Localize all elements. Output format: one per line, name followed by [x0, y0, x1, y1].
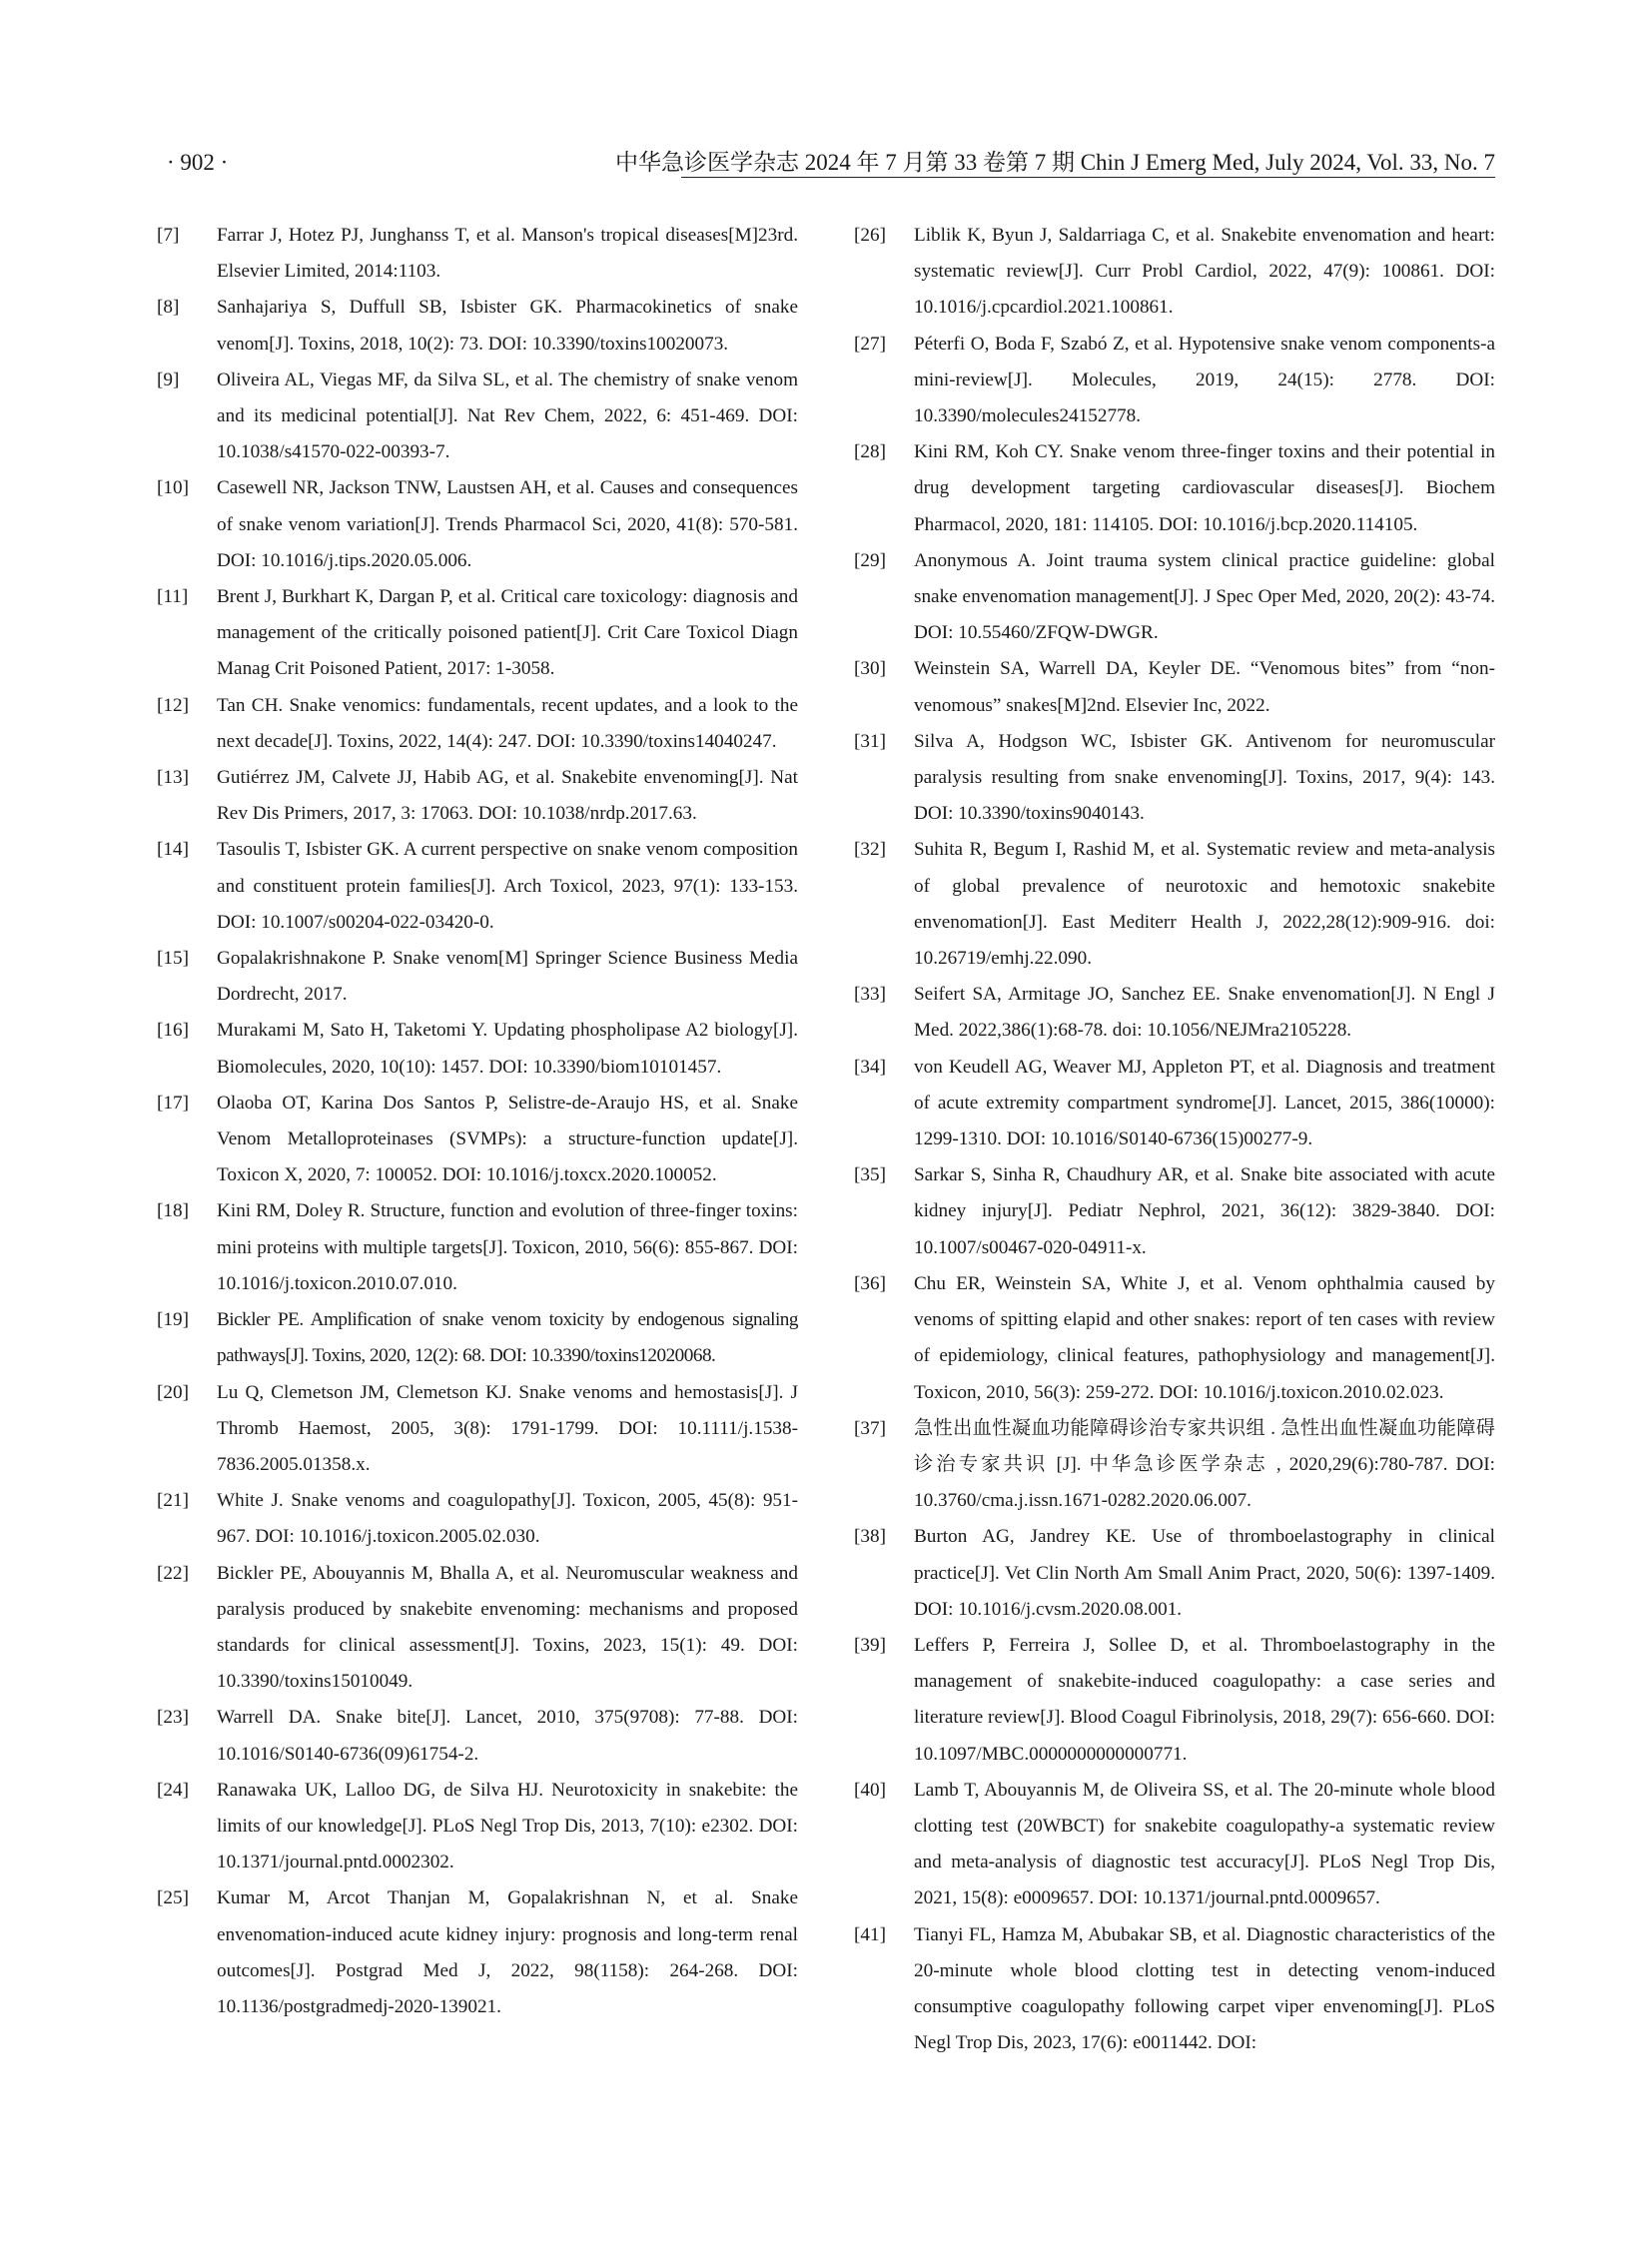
reference-26	[854, 218, 1495, 327]
reference-text: Tasoulis T, Isbister GK. A current perspective on snake venom composition and constituent protein families[J]. Arch Toxicol, 2023, 97(1): 133-153. DOI: 10.1007/s00204-022-03420-0.	[217, 839, 798, 933]
reference-number: [22]	[157, 1562, 189, 1584]
reference-29	[854, 543, 1495, 652]
reference-text: Tianyi FL, Hamza M, Abubakar SB, et al. Diagnostic characteristics of the 20-minute whole blood clotting test in detecting venom-induced consumptive coagulopathy following carpet viper envenoming[J]. PLoS Negl Trop Dis, 2023, 17(6): e0011442. DOI:	[914, 1923, 1495, 2054]
reference-16	[157, 1013, 798, 1085]
reference-number: [14]	[157, 839, 189, 861]
reference-text: Péterfi O, Boda F, Szabó Z, et al. Hypotensive snake venom components-a mini-review[J]. Molecules, 2019, 24(15): 2778. DOI: 10.3390/molecules24152778.	[914, 333, 1495, 427]
reference-number: [37]	[854, 1417, 886, 1439]
reference-text: Kumar M, Arcot Thanjan M, Gopalakrishnan N, et al. Snake envenomation-induced acute kidney injury: prognosis and long-term renal outcomes[J]. Postgrad Med J, 2022, 98(1158): 264-268. DOI: 10.1136/postgradmedj-2020-139021.	[217, 1887, 798, 2017]
reference-20	[157, 1375, 798, 1484]
reference-28	[854, 434, 1495, 543]
reference-text: Oliveira AL, Viegas MF, da Silva SL, et al. The chemistry of snake venom and its medicinal potential[J]. Nat Rev Chem, 2022, 6: 451-469. DOI: 10.1038/s41570-022-00393-7.	[217, 369, 798, 463]
reference-number: [15]	[157, 948, 189, 970]
reference-number: [13]	[157, 767, 189, 789]
header-rule	[681, 177, 1495, 178]
reference-number: [24]	[157, 1779, 189, 1801]
reference-number: [18]	[157, 1200, 189, 1222]
reference-22	[157, 1556, 798, 1701]
reference-36	[854, 1266, 1495, 1411]
reference-text: Brent J, Burkhart K, Dargan P, et al. Critical care toxicology: diagnosis and management of the critically poisoned patient[J]. Crit Care Toxicol Diagn Manag Crit Poisoned Patient, 2017: 1-3058.	[217, 586, 798, 680]
reference-text: Anonymous A. Joint trauma system clinical practice guideline: global snake envenomation management[J]. J Spec Oper Med, 2020, 20(2): 43-74. DOI: 10.55460/ZFQW-DWGR.	[914, 549, 1495, 644]
reference-number: [10]	[157, 477, 189, 499]
reference-text: Suhita R, Begum I, Rashid M, et al. Systematic review and meta-analysis of global prevalence of neurotoxic and hemotoxic snakebite envenomation[J]. East Mediterr Health J, 2022,28(12):909-916. doi: 10.26719/emhj.22.090.	[914, 839, 1495, 970]
reference-number: [19]	[157, 1309, 189, 1331]
reference-number: [33]	[854, 984, 886, 1006]
reference-11	[157, 579, 798, 688]
reference-number: [23]	[157, 1707, 189, 1729]
reference-14	[157, 832, 798, 941]
reference-18	[157, 1193, 798, 1302]
reference-text: Gopalakrishnakone P. Snake venom[M] Springer Science Business Media Dordrecht, 2017.	[217, 948, 798, 1006]
reference-text: Ranawaka UK, Lalloo DG, de Silva HJ. Neurotoxicity in snakebite: the limits of our knowledge[J]. PLoS Negl Trop Dis, 2013, 7(10): e2302. DOI: 10.1371/journal.pntd.0002302.	[217, 1779, 798, 1873]
reference-37	[854, 1411, 1495, 1520]
reference-number: [16]	[157, 1020, 189, 1042]
reference-text: Warrell DA. Snake bite[J]. Lancet, 2010, 375(9708): 77-88. DOI: 10.1016/S0140-6736(09)61754-2.	[217, 1707, 798, 1765]
reference-number: [39]	[854, 1634, 886, 1656]
reference-number: [38]	[854, 1526, 886, 1548]
reference-31	[854, 724, 1495, 833]
page-number: · 902 ·	[167, 150, 229, 175]
reference-text: Bickler PE. Amplification of snake venom toxicity by endogenous signaling pathways[J]. Toxins, 2020, 12(2): 68. DOI: 10.3390/toxins12020068.	[217, 1309, 798, 1367]
reference-text: Chu ER, Weinstein SA, White J, et al. Venom ophthalmia caused by venoms of spitting elapid and other snakes: report of ten cases with review of epidemiology, clinical features, pathophysiology and management[J]. Toxicon, 2010, 56(3): 259-272. DOI: 10.1016/j.toxicon.2010.02.023.	[914, 1272, 1495, 1403]
reference-number: [31]	[854, 730, 886, 752]
reference-text: von Keudell AG, Weaver MJ, Appleton PT, et al. Diagnosis and treatment of acute extremity compartment syndrome[J]. Lancet, 2015, 386(10000): 1299-1310. DOI: 10.1016/S0140-6736(15)00277-9.	[914, 1056, 1495, 1150]
reference-text: Farrar J, Hotez PJ, Junghanss T, et al. Manson's tropical diseases[M]23rd. Elsevier Limited, 2014:1103.	[217, 225, 798, 283]
reference-number: [17]	[157, 1092, 189, 1114]
reference-text: Murakami M, Sato H, Taketomi Y. Updating phospholipase A2 biology[J]. Biomolecules, 2020, 10(10): 1457. DOI: 10.3390/biom10101457.	[217, 1020, 798, 1078]
reference-35	[854, 1157, 1495, 1266]
reference-number: [27]	[854, 333, 886, 355]
reference-text: White J. Snake venoms and coagulopathy[J]. Toxicon, 2005, 45(8): 951-967. DOI: 10.1016/j.toxicon.2005.02.030.	[217, 1490, 798, 1548]
reference-number: [11]	[157, 586, 189, 608]
reference-text: Seifert SA, Armitage JO, Sanchez EE. Snake envenomation[J]. N Engl J Med. 2022,386(1):68-78. doi: 10.1056/NEJMra2105228.	[914, 984, 1495, 1042]
reference-number: [30]	[854, 658, 886, 680]
reference-text: Olaoba OT, Karina Dos Santos P, Selistre-de-Araujo HS, et al. Snake Venom Metalloproteinases (SVMPs): a structure-function update[J]. Toxicon X, 2020, 7: 100052. DOI: 10.1016/j.toxcx.2020.100052.	[217, 1092, 798, 1186]
reference-39	[854, 1628, 1495, 1773]
reference-text: Kini RM, Doley R. Structure, function and evolution of three-finger toxins: mini proteins with multiple targets[J]. Toxicon, 2010, 56(6): 855-867. DOI: 10.1016/j.toxicon.2010.07.010.	[217, 1200, 798, 1294]
reference-number: [41]	[854, 1923, 886, 1945]
reference-8	[157, 290, 798, 362]
reference-38	[854, 1519, 1495, 1628]
reference-text: 急性出血性凝血功能障碍诊治专家共识组 . 急性出血性凝血功能障碍诊治专家共识 [J]. 中华急诊医学杂志 , 2020,29(6):780-787. DOI: 10.3760/cma.j.issn.1671-0282.2020.06.007.	[914, 1417, 1495, 1512]
reference-7	[157, 218, 798, 290]
reference-text: Lu Q, Clemetson JM, Clemetson KJ. Snake venoms and hemostasis[J]. J Thromb Haemost, 2005, 3(8): 1791-1799. DOI: 10.1111/j.1538-7836.2005.01358.x.	[217, 1381, 798, 1475]
references-column-right	[854, 218, 1495, 2061]
reference-9	[157, 363, 798, 471]
reference-number: [28]	[854, 441, 886, 463]
reference-text: Silva A, Hodgson WC, Isbister GK. Antivenom for neuromuscular paralysis resulting from snake envenoming[J]. Toxins, 2017, 9(4): 143. DOI: 10.3390/toxins9040143.	[914, 730, 1495, 825]
reference-17	[157, 1086, 798, 1194]
reference-text: Sarkar S, Sinha R, Chaudhury AR, et al. Snake bite associated with acute kidney injury[J]. Pediatr Nephrol, 2021, 36(12): 3829-3840. DOI: 10.1007/s00467-020-04911-x.	[914, 1164, 1495, 1258]
reference-15	[157, 941, 798, 1013]
reference-19	[157, 1302, 798, 1374]
reference-number: [36]	[854, 1272, 886, 1294]
reference-25	[157, 1880, 798, 2025]
reference-30	[854, 651, 1495, 723]
reference-number: [29]	[854, 549, 886, 571]
reference-text: Leffers P, Ferreira J, Sollee D, et al. Thromboelastography in the management of snakebite-induced coagulopathy: a case series and literature review[J]. Blood Coagul Fibrinolysis, 2018, 29(7): 656-660. DOI: 10.1097/MBC.0000000000000771.	[914, 1634, 1495, 1765]
reference-32	[854, 832, 1495, 977]
reference-number: [20]	[157, 1381, 189, 1403]
reference-number: [26]	[854, 225, 886, 246]
reference-text: Casewell NR, Jackson TNW, Laustsen AH, et al. Causes and consequences of snake venom variation[J]. Trends Pharmacol Sci, 2020, 41(8): 570-581. DOI: 10.1016/j.tips.2020.05.006.	[217, 477, 798, 571]
reference-text: Weinstein SA, Warrell DA, Keyler DE. “Venomous bites” from “non-venomous” snakes[M]2nd. Elsevier Inc, 2022.	[914, 658, 1495, 716]
reference-40	[854, 1773, 1495, 1917]
reference-number: [7]	[157, 225, 180, 246]
reference-24	[157, 1773, 798, 1881]
reference-text: Tan CH. Snake venomics: fundamentals, recent updates, and a look to the next decade[J]. Toxins, 2022, 14(4): 247. DOI: 10.3390/toxins14040247.	[217, 694, 798, 752]
journal-running-title: 中华急诊医学杂志 2024 年 7 月第 33 卷第 7 期 Chin J Emerg Med, July 2024, Vol. 33, No. 7	[614, 150, 1495, 175]
reference-23	[157, 1700, 798, 1772]
references-column-left	[157, 218, 798, 2025]
reference-text: Liblik K, Byun J, Saldarriaga C, et al. Snakebite envenomation and heart: systematic review[J]. Curr Probl Cardiol, 2022, 47(9): 100861. DOI: 10.1016/j.cpcardiol.2021.100861.	[914, 225, 1495, 319]
page-header	[157, 146, 1495, 180]
reference-text: Sanhajariya S, Duffull SB, Isbister GK. Pharmacokinetics of snake venom[J]. Toxins, 2018, 10(2): 73. DOI: 10.3390/toxins10020073.	[217, 297, 798, 355]
reference-text: Burton AG, Jandrey KE. Use of thromboelastography in clinical practice[J]. Vet Clin North Am Small Anim Pract, 2020, 50(6): 1397-1409. DOI: 10.1016/j.cvsm.2020.08.001.	[914, 1526, 1495, 1620]
reference-34	[854, 1050, 1495, 1158]
reference-text: Bickler PE, Abouyannis M, Bhalla A, et al. Neuromuscular weakness and paralysis produced by snakebite envenoming: mechanisms and proposed standards for clinical assessment[J]. Toxins, 2023, 15(1): 49. DOI: 10.3390/toxins15010049.	[217, 1562, 798, 1693]
reference-number: [25]	[157, 1887, 189, 1909]
reference-number: [40]	[854, 1779, 886, 1801]
reference-number: [32]	[854, 839, 886, 861]
reference-number: [8]	[157, 297, 180, 319]
reference-33	[854, 977, 1495, 1049]
reference-21	[157, 1483, 798, 1555]
reference-12	[157, 688, 798, 760]
reference-number: [12]	[157, 694, 189, 716]
reference-number: [21]	[157, 1490, 189, 1512]
reference-41	[854, 1917, 1495, 2062]
reference-13	[157, 760, 798, 832]
reference-number: [9]	[157, 369, 180, 390]
reference-number: [35]	[854, 1164, 886, 1186]
reference-number: [34]	[854, 1056, 886, 1078]
reference-27	[854, 327, 1495, 435]
reference-10	[157, 470, 798, 579]
reference-text: Gutiérrez JM, Calvete JJ, Habib AG, et al. Snakebite envenoming[J]. Nat Rev Dis Primers, 2017, 3: 17063. DOI: 10.1038/nrdp.2017.63.	[217, 767, 798, 825]
reference-text: Lamb T, Abouyannis M, de Oliveira SS, et al. The 20-minute whole blood clotting test (20WBCT) for snakebite coagulopathy-a systematic review and meta-analysis of diagnostic test accuracy[J]. PLoS Negl Trop Dis, 2021, 15(8): e0009657. DOI: 10.1371/journal.pntd.0009657.	[914, 1779, 1495, 1909]
reference-text: Kini RM, Koh CY. Snake venom three-finger toxins and their potential in drug development targeting cardiovascular diseases[J]. Biochem Pharmacol, 2020, 181: 114105. DOI: 10.1016/j.bcp.2020.114105.	[914, 441, 1495, 535]
